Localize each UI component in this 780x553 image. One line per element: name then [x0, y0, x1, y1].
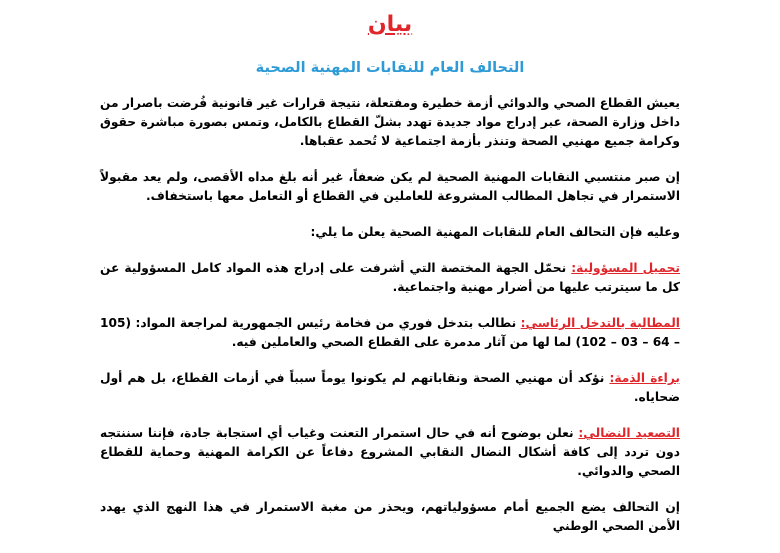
escalation-text: نعلن بوضوح أنه في حال استمرار التعنت وغياب أي استجابة جادة، فإننا سننتجه دون تردد إلى كافة أشكال النضال النقابي المشروع دفاعاً عن الكرامة المهنية وحماية للقطاع الصحي والدوائي. [100, 426, 680, 478]
paragraph-innocence [100, 369, 680, 407]
escalation-label: التصعيد النضالي: [578, 426, 680, 440]
innocence-label: براءة الذمة: [609, 371, 680, 385]
presidential-label: المطالبة بالتدخل الرئاسي: [520, 316, 680, 330]
paragraph-patience: إن صبر منتسبي النقابات المهنية الصحية لم يكن ضعفاً، غير أنه بلغ مداه الأقصى، ولم يعد مقبولاً الاستمرار في تجاهل المطالب المشروعة للعاملين في القطاع أو التعامل معها باستخفاف. [100, 170, 680, 203]
paragraph-warning: إن التحالف يضع الجميع أمام مسؤولياتهم، ويحذر من مغبة الاستمرار في هذا النهج الذي يهدد الأمن الصحي الوطني [100, 500, 680, 533]
alliance-name: التحالف العام للنقابات المهنية الصحية [255, 60, 525, 76]
paragraph-announcement: وعليه فإن التحالف العام للنقابات المهنية الصحية يعلن ما يلي: [310, 225, 680, 239]
presidential-text: نطالب بتدخل فوري من فخامة رئيس الجمهورية لمراجعة المواد: (105 – 64 – 03 – 102) لما لها من آثار مدمرة على القطاع الصحي والعاملين فيه. [100, 316, 680, 349]
paragraph-crisis: يعيش القطاع الصحي والدوائي أزمة خطيرة ومفتعلة، نتيجة قرارات غير قانونية فُرضت باصرار من داخل وزارة الصحة، عبر إدراج مواد جديدة تهدد بشلّ القطاع بالكامل، وتمس بصورة مباشرة حقوق وكرامة جميع مهنيي الصحة وتنذر بأزمة اجتماعية لا تُحمد عقباها. [100, 96, 680, 148]
paragraph-responsibility [100, 259, 680, 297]
innocence-text: نؤكد أن مهنيي الصحة ونقاباتهم لم يكونوا يوماً سبباً في أزمات القطاع، بل هم أول ضحاياه. [100, 371, 680, 404]
responsibility-text: نحمّل الجهة المختصة التي أشرفت على إدراج هذه المواد كامل المسؤولية عن كل ما سيترتب عليها من أضرار مهنية واجتماعية. [100, 261, 680, 294]
responsibility-label: تحميل المسؤولية: [571, 261, 680, 275]
statement-body [100, 94, 680, 553]
statement-title: بيان [367, 12, 413, 37]
paragraph-presidential [100, 314, 680, 352]
paragraph-escalation [100, 424, 680, 481]
